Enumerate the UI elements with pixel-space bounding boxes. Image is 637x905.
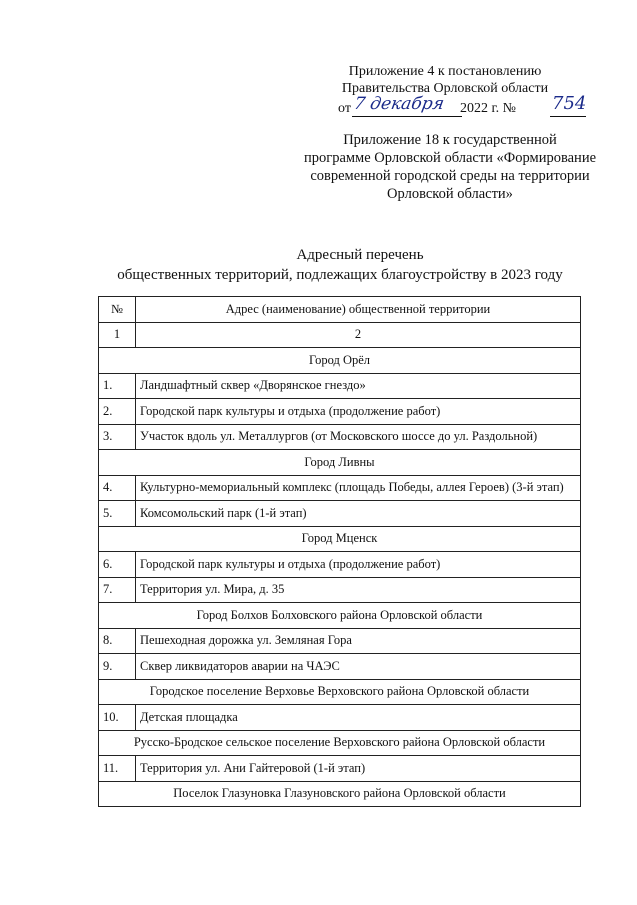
appendix-program-line3: современной городской среды на территории <box>310 168 590 184</box>
table-row <box>99 373 581 399</box>
row-address: Сквер ликвидаторов аварии на ЧАЭС <box>136 654 581 680</box>
row-address: Детская площадка <box>136 705 581 731</box>
table-row <box>99 475 581 501</box>
appendix-program-line4: Орловской области» <box>387 186 513 202</box>
group-label: Город Болхов Болховского района Орловской области <box>99 603 581 629</box>
table-group-row <box>99 603 581 629</box>
row-num: 7. <box>99 577 136 603</box>
appendix-main-line2: Правительства Орловской области <box>341 81 549 96</box>
group-label: Город Мценск <box>99 526 581 552</box>
appendix-main-block <box>310 63 587 119</box>
table-row <box>99 705 581 731</box>
row-address: Участок вдоль ул. Металлургов (от Московского шоссе до ул. Раздольной) <box>136 424 581 450</box>
title-line1: Адресный перечень <box>296 247 424 263</box>
table-row <box>99 501 581 527</box>
table-header-row <box>99 297 581 323</box>
appendix-main-line1: Приложение 4 к постановлению <box>348 64 542 79</box>
table-group-row <box>99 679 581 705</box>
row-address: Ландшафтный сквер «Дворянское гнездо» <box>136 373 581 399</box>
index-address: 2 <box>136 322 581 348</box>
row-address: Культурно-мемориальный комплекс (площадь Победы, аллея Героев) (3-й этап) <box>136 475 581 501</box>
table-row <box>99 424 581 450</box>
row-address: Пешеходная дорожка ул. Земляная Гора <box>136 628 581 654</box>
row-address: Городской парк культуры и отдыха (продолжение работ) <box>136 399 581 425</box>
year-label: 2022 г. № <box>460 101 517 116</box>
group-label: Поселок Глазуновка Глазуновского района Орловской области <box>99 781 581 807</box>
appendix-program-line1: Приложение 18 к государственной <box>343 132 557 148</box>
table-row <box>99 756 581 782</box>
table-row <box>99 399 581 425</box>
row-address: Территория ул. Мира, д. 35 <box>136 577 581 603</box>
handwritten-number: 754 <box>552 93 587 114</box>
row-num: 10. <box>99 705 136 731</box>
title-line2: общественных территорий, подлежащих благоустройству в 2023 году <box>117 267 563 283</box>
number-underline <box>550 116 586 117</box>
row-num: 4. <box>99 475 136 501</box>
table-group-row <box>99 730 581 756</box>
group-label: Русско-Бродское сельское поселение Верховского района Орловской области <box>99 730 581 756</box>
group-label: Город Ливны <box>99 450 581 476</box>
table-row <box>99 654 581 680</box>
row-address: Комсомольский парк (1-й этап) <box>136 501 581 527</box>
row-num: 9. <box>99 654 136 680</box>
table-row <box>99 628 581 654</box>
row-num: 11. <box>99 756 136 782</box>
group-label: Город Орёл <box>99 348 581 374</box>
group-label: Городское поселение Верховье Верховского района Орловской области <box>99 679 581 705</box>
table-group-row <box>99 526 581 552</box>
table-index-row <box>99 322 581 348</box>
table-group-row <box>99 450 581 476</box>
row-num: 1. <box>99 373 136 399</box>
row-address: Городской парк культуры и отдыха (продолжение работ) <box>136 552 581 578</box>
row-num: 5. <box>99 501 136 527</box>
header-address: Адрес (наименование) общественной территории <box>136 297 581 323</box>
document-title <box>100 245 580 285</box>
index-num: 1 <box>99 322 136 348</box>
row-num: 3. <box>99 424 136 450</box>
table-group-row <box>99 781 581 807</box>
table-row <box>99 577 581 603</box>
table-row <box>99 552 581 578</box>
handwritten-date: 7 декабря <box>352 94 446 114</box>
header-num: № <box>99 297 136 323</box>
appendix-program-line2: программе Орловской области «Формирование <box>303 150 597 166</box>
row-address: Территория ул. Ани Гайтеровой (1-й этап) <box>136 756 581 782</box>
table-group-row <box>99 348 581 374</box>
date-underline <box>352 116 462 117</box>
row-num: 6. <box>99 552 136 578</box>
date-prefix: от <box>338 101 351 116</box>
appendix-program-block <box>290 131 610 203</box>
address-table <box>98 296 581 807</box>
date-line <box>310 93 587 119</box>
row-num: 2. <box>99 399 136 425</box>
row-num: 8. <box>99 628 136 654</box>
